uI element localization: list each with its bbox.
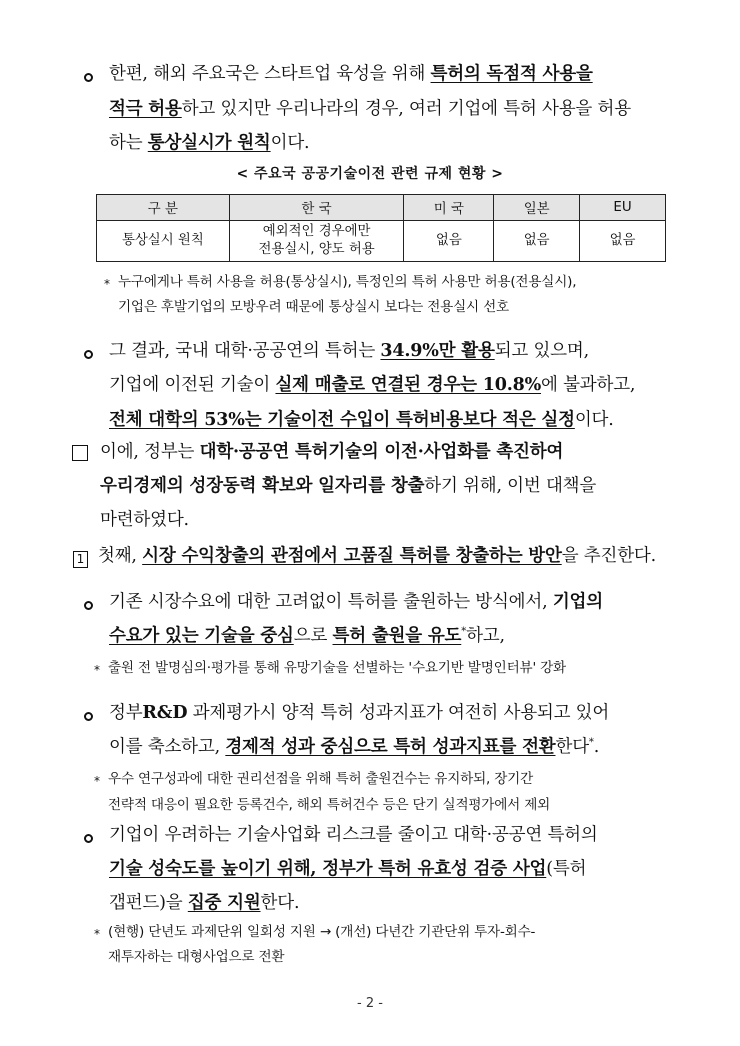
header-category: 구 분 (97, 195, 230, 221)
page-number: - 2 - (357, 996, 383, 1011)
text-run: 기존 시장수요에 대한 고려없이 특허를 출원하는 방식에서, (109, 592, 553, 612)
emphasis-text: R&D (142, 703, 188, 723)
text-line (109, 858, 586, 880)
emphasis-text: 대학·공공연 특허기술의 이전·사업화를 촉진하여 (199, 442, 564, 462)
note-line: (현행) 단년도 과제단위 일회성 지원 → (개선) 다년간 기관단위 투자-회수- (108, 924, 536, 940)
text-line (109, 63, 593, 85)
emphasis-text: 기술 성숙도를 높이기 위해, 정부가 특허 유효성 검증 사업 (109, 859, 547, 879)
text-run: 한다 (555, 737, 589, 757)
note-line: 재투자하는 대형사업으로 전환 (108, 949, 285, 965)
regulation-table (96, 194, 666, 262)
section-number: 1 (73, 551, 88, 568)
note-line: 기업은 후발기업의 모방우려 때문에 통상실시 보다는 전용실시 선호 (118, 299, 509, 315)
cell-line: 전용실시, 양도 허용 (258, 242, 375, 257)
note-line: 누구에게나 특허 사용을 허용(통상실시), 특정인의 특허 사용만 허용(전용실시), (118, 274, 577, 290)
note-line: 출원 전 발명심의·평가를 통해 유망기술을 선별하는 '수요기반 발명인터뷰' 강화 (108, 660, 566, 676)
table-title: < 주요국 공공기술이전 관련 규제 현황 > (236, 166, 504, 182)
text-run: 을 추진한다. (561, 546, 656, 566)
table-header-row (97, 195, 666, 221)
emphasis-text: 경제적 성과 중심으로 특허 성과지표를 전환 (225, 737, 556, 757)
text-line (109, 409, 614, 431)
emphasis-text: 수요가 있는 기술을 중심 (109, 626, 294, 646)
header-korea: 한 국 (229, 195, 404, 221)
emphasis-text: 집중 지원 (187, 893, 261, 913)
text-run: 기업에 이전된 기술이 (109, 375, 276, 395)
square-bullet (72, 445, 88, 467)
text-run: 한편, 해외 주요국은 스타트업 육성을 위해 (109, 64, 431, 84)
text-run: 하고 있지만 우리나라의 경우, 여러 기업에 특허 사용을 허용 (181, 99, 631, 119)
text-line (109, 132, 309, 154)
text-line (109, 625, 505, 647)
text-run: 갭펀드)을 (109, 893, 188, 913)
header-us: 미 국 (404, 195, 494, 221)
row-label: 통상실시 원칙 (97, 221, 230, 262)
text-run: 으로 (293, 626, 333, 646)
text-line (98, 545, 656, 567)
text-line (100, 441, 563, 463)
cell-us: 없음 (404, 221, 494, 262)
emphasis-text: 시장 수익창출의 관점에서 고품질 특허를 창출하는 방안 (142, 546, 562, 566)
emphasis-text: 기업의 (552, 592, 603, 612)
cell-japan: 없음 (494, 221, 580, 262)
cell-line: 예외적인 경우에만 (262, 224, 371, 239)
text-run: 이에, 정부는 (100, 442, 200, 462)
text-run: 하기 위해, 이번 대책을 (424, 476, 597, 496)
text-run: 하고, (466, 626, 505, 646)
text-run: . (593, 737, 600, 757)
emphasis-text: 실제 매출로 연결된 경우는 10.8% (275, 375, 542, 395)
emphasis-text: 통상실시가 원칙 (147, 133, 271, 153)
text-run: 이를 축소하고, (109, 737, 226, 757)
table-row (97, 221, 666, 262)
note-line: 전략적 대응이 필요한 등록건수, 해외 특허건수 등은 단기 실적평가에서 제외 (108, 797, 551, 813)
text-run: 정부 (109, 703, 143, 723)
circle-bullet (84, 343, 93, 365)
emphasis-text: 특허 출원을 유도 (332, 626, 462, 646)
asterisk-marker: * (104, 277, 110, 291)
header-japan: 일본 (494, 195, 580, 221)
asterisk-marker: * (94, 927, 100, 941)
header-eu: EU (580, 195, 666, 221)
text-run: 과제평가시 양적 특허 성과지표가 여전히 사용되고 있어 (187, 703, 610, 723)
circle-bullet (84, 594, 93, 616)
text-line: 기업이 우려하는 기술사업화 리스크를 줄이고 대학·공공연 특허의 (109, 825, 598, 845)
asterisk-marker: * (94, 663, 100, 677)
text-run: (특허 (546, 859, 587, 879)
emphasis-text: 전체 대학의 53%는 기술이전 수입이 특허비용보다 적은 실정 (109, 410, 575, 430)
text-run: 이다. (574, 410, 614, 430)
emphasis-text: 특허의 독점적 사용을 (430, 64, 593, 84)
text-run: 이다. (270, 133, 310, 153)
circle-bullet (84, 827, 93, 849)
text-line (109, 736, 599, 758)
circle-bullet (84, 705, 93, 727)
text-line (109, 374, 635, 396)
text-run: 한다. (260, 893, 300, 913)
emphasis-text: 적극 허용 (109, 99, 182, 119)
emphasis-text: 우리경제의 성장동력 확보와 일자리를 창출 (100, 476, 425, 496)
text-line (100, 475, 596, 497)
asterisk-marker: * (461, 626, 467, 638)
note-line: 우수 연구성과에 대한 권리선점을 위해 특허 출원건수는 유지하되, 장기간 (108, 771, 534, 787)
text-run: 첫째, (98, 546, 143, 566)
text-run: 하는 (109, 133, 148, 153)
text-run: 에 불과하고, (541, 375, 636, 395)
asterisk-marker: * (94, 774, 100, 788)
text-line (109, 98, 631, 120)
emphasis-text: 34.9%만 활용 (380, 341, 495, 361)
text-run: 그 결과, 국내 대학·공공연의 특허는 (109, 341, 381, 361)
text-line (109, 702, 609, 724)
cell-eu: 없음 (580, 221, 666, 262)
cell-korea (229, 221, 404, 262)
circle-bullet (84, 66, 93, 88)
text-line (109, 340, 589, 362)
text-line (109, 892, 299, 914)
text-line (109, 591, 603, 613)
text-run: 되고 있으며, (494, 341, 589, 361)
section-number-box (73, 547, 88, 569)
text-line: 마련하였다. (100, 510, 189, 530)
asterisk-marker: * (588, 737, 594, 749)
